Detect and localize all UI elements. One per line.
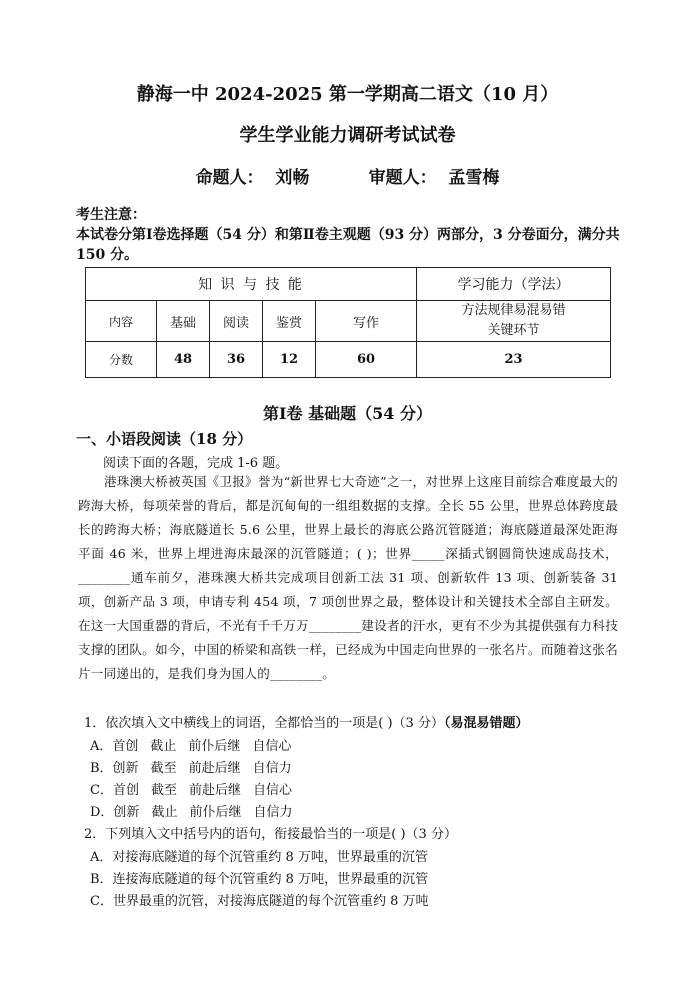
exam-authors: 命题人： 刘畅 审题人： 孟雪梅 [195, 168, 500, 188]
exam-subtitle: 学生学业能力调研考试试卷 [239, 125, 456, 146]
method-line1: 方法规律易混易错 [461, 303, 566, 318]
option-a [90, 735, 303, 754]
option-word: 自信心 [252, 739, 292, 754]
option-word: 前仆后继 [189, 805, 242, 820]
option-a [90, 846, 440, 865]
row-label-score: 分数 [86, 342, 157, 378]
notice-heading: 考生注意： [76, 207, 146, 223]
option-text: A．对接海底隧道的每个沉管重约 8 万吨，世界最重的沉管 [90, 850, 428, 865]
option-text: C．世界最重的沉管，对接海底隧道的每个沉管重约 8 万吨 [90, 894, 429, 909]
option-word: 截止 [150, 739, 177, 754]
col-name: 基础 [157, 301, 210, 342]
part-title: 一、小语段阅读（18 分） [76, 430, 253, 448]
row-label-content: 内容 [86, 301, 157, 342]
option-word: 前赴后继 [188, 761, 241, 776]
option-word: A．首创 [90, 739, 139, 754]
option-text: B．连接海底隧道的每个沉管重约 8 万吨，世界最重的沉管 [90, 872, 429, 887]
score-cell: 60 [316, 342, 417, 378]
option-word: B．创新 [90, 761, 139, 776]
option-word: C．首创 [90, 783, 139, 798]
option-d [90, 801, 304, 820]
option-c [90, 779, 304, 798]
option-word: 截至 [150, 761, 177, 776]
option-word: 截止 [151, 805, 178, 820]
instruction: 阅读下面的各题，完成 1-6 题。 [103, 456, 289, 471]
question-2-stem [84, 823, 457, 842]
col-name-method [417, 301, 611, 342]
notice-body: 本试卷分第Ⅰ卷选择题（54 分）和第Ⅱ卷主观题（93 分）两部分，3 分卷面分，满分共 150 分。 [76, 227, 620, 263]
col-name: 鉴赏 [263, 301, 316, 342]
option-word: 前仆后继 [188, 739, 241, 754]
method-line2: 关键环节 [487, 323, 540, 338]
reading-passage: 港珠澳大桥被英国《卫报》誉为“新世界七大奇迹”之一，对世界上这座目前综合难度最大的跨海大桥，每项荣誉的背后，都是沉甸甸的一组组数据的支撑。全长 55 公里，世界总体跨度最长的跨海大桥；海底隧道长 5.6 公里，世界上最长的海底公路沉管隧道；海底隧道最深处距海平面 46 米，世界上埋进海床最深的沉管隧道；( )；世界_____深插式钢圆筒快速成岛技术，________通车前夕，港珠澳大桥共完成项目创新工法 31 项、创新软件 13 项、创新装备 31 项，创新产品 3 项，申请专利 454 项，7 项创世界之最，整体设计和关键技术全部自主研发。在这一大国重器的背后，不光有千千万万________建设者的汗水，更有不少为其提供强有力科技支撑的团队。如今，中国的桥梁和高铁一样，已经成为中国走向世界的一张名片。而随着这张名片一同递出的，是我们身为国人的________。 [78, 474, 618, 681]
option-word: 自信力 [252, 761, 292, 776]
table-group-knowledge: 知 识 与 技 能 [86, 268, 417, 301]
question-tag: （易混易错题） [443, 716, 529, 731]
score-cell: 48 [157, 342, 210, 378]
col-name: 阅读 [210, 301, 263, 342]
exam-title: 静海一中 2024-2025 第一学期高二语文（10 月） [136, 84, 559, 105]
option-word: 自信心 [252, 783, 292, 798]
section-title: 第Ⅰ卷 基础题（54 分） [263, 404, 432, 423]
question-stem-text: 1．依次填入文中横线上的词语，全都恰当的一项是( )（3 分） [84, 716, 444, 731]
option-word: 截至 [150, 783, 177, 798]
option-word: 前赴后继 [188, 783, 241, 798]
score-cell: 36 [210, 342, 263, 378]
table-group-ability: 学习能力（学法） [417, 268, 611, 301]
option-word: D．创新 [90, 805, 140, 820]
option-word: 自信力 [253, 805, 293, 820]
question-1-stem [84, 712, 528, 731]
col-name: 写作 [316, 301, 417, 342]
score-table [85, 267, 611, 378]
option-b [90, 757, 304, 776]
question-stem-text: 2．下列填入文中括号内的语句，衔接最恰当的一项是( )（3 分） [84, 827, 457, 842]
option-c [90, 890, 440, 909]
score-cell-method: 23 [417, 342, 611, 378]
option-b [90, 868, 440, 887]
score-cell: 12 [263, 342, 316, 378]
